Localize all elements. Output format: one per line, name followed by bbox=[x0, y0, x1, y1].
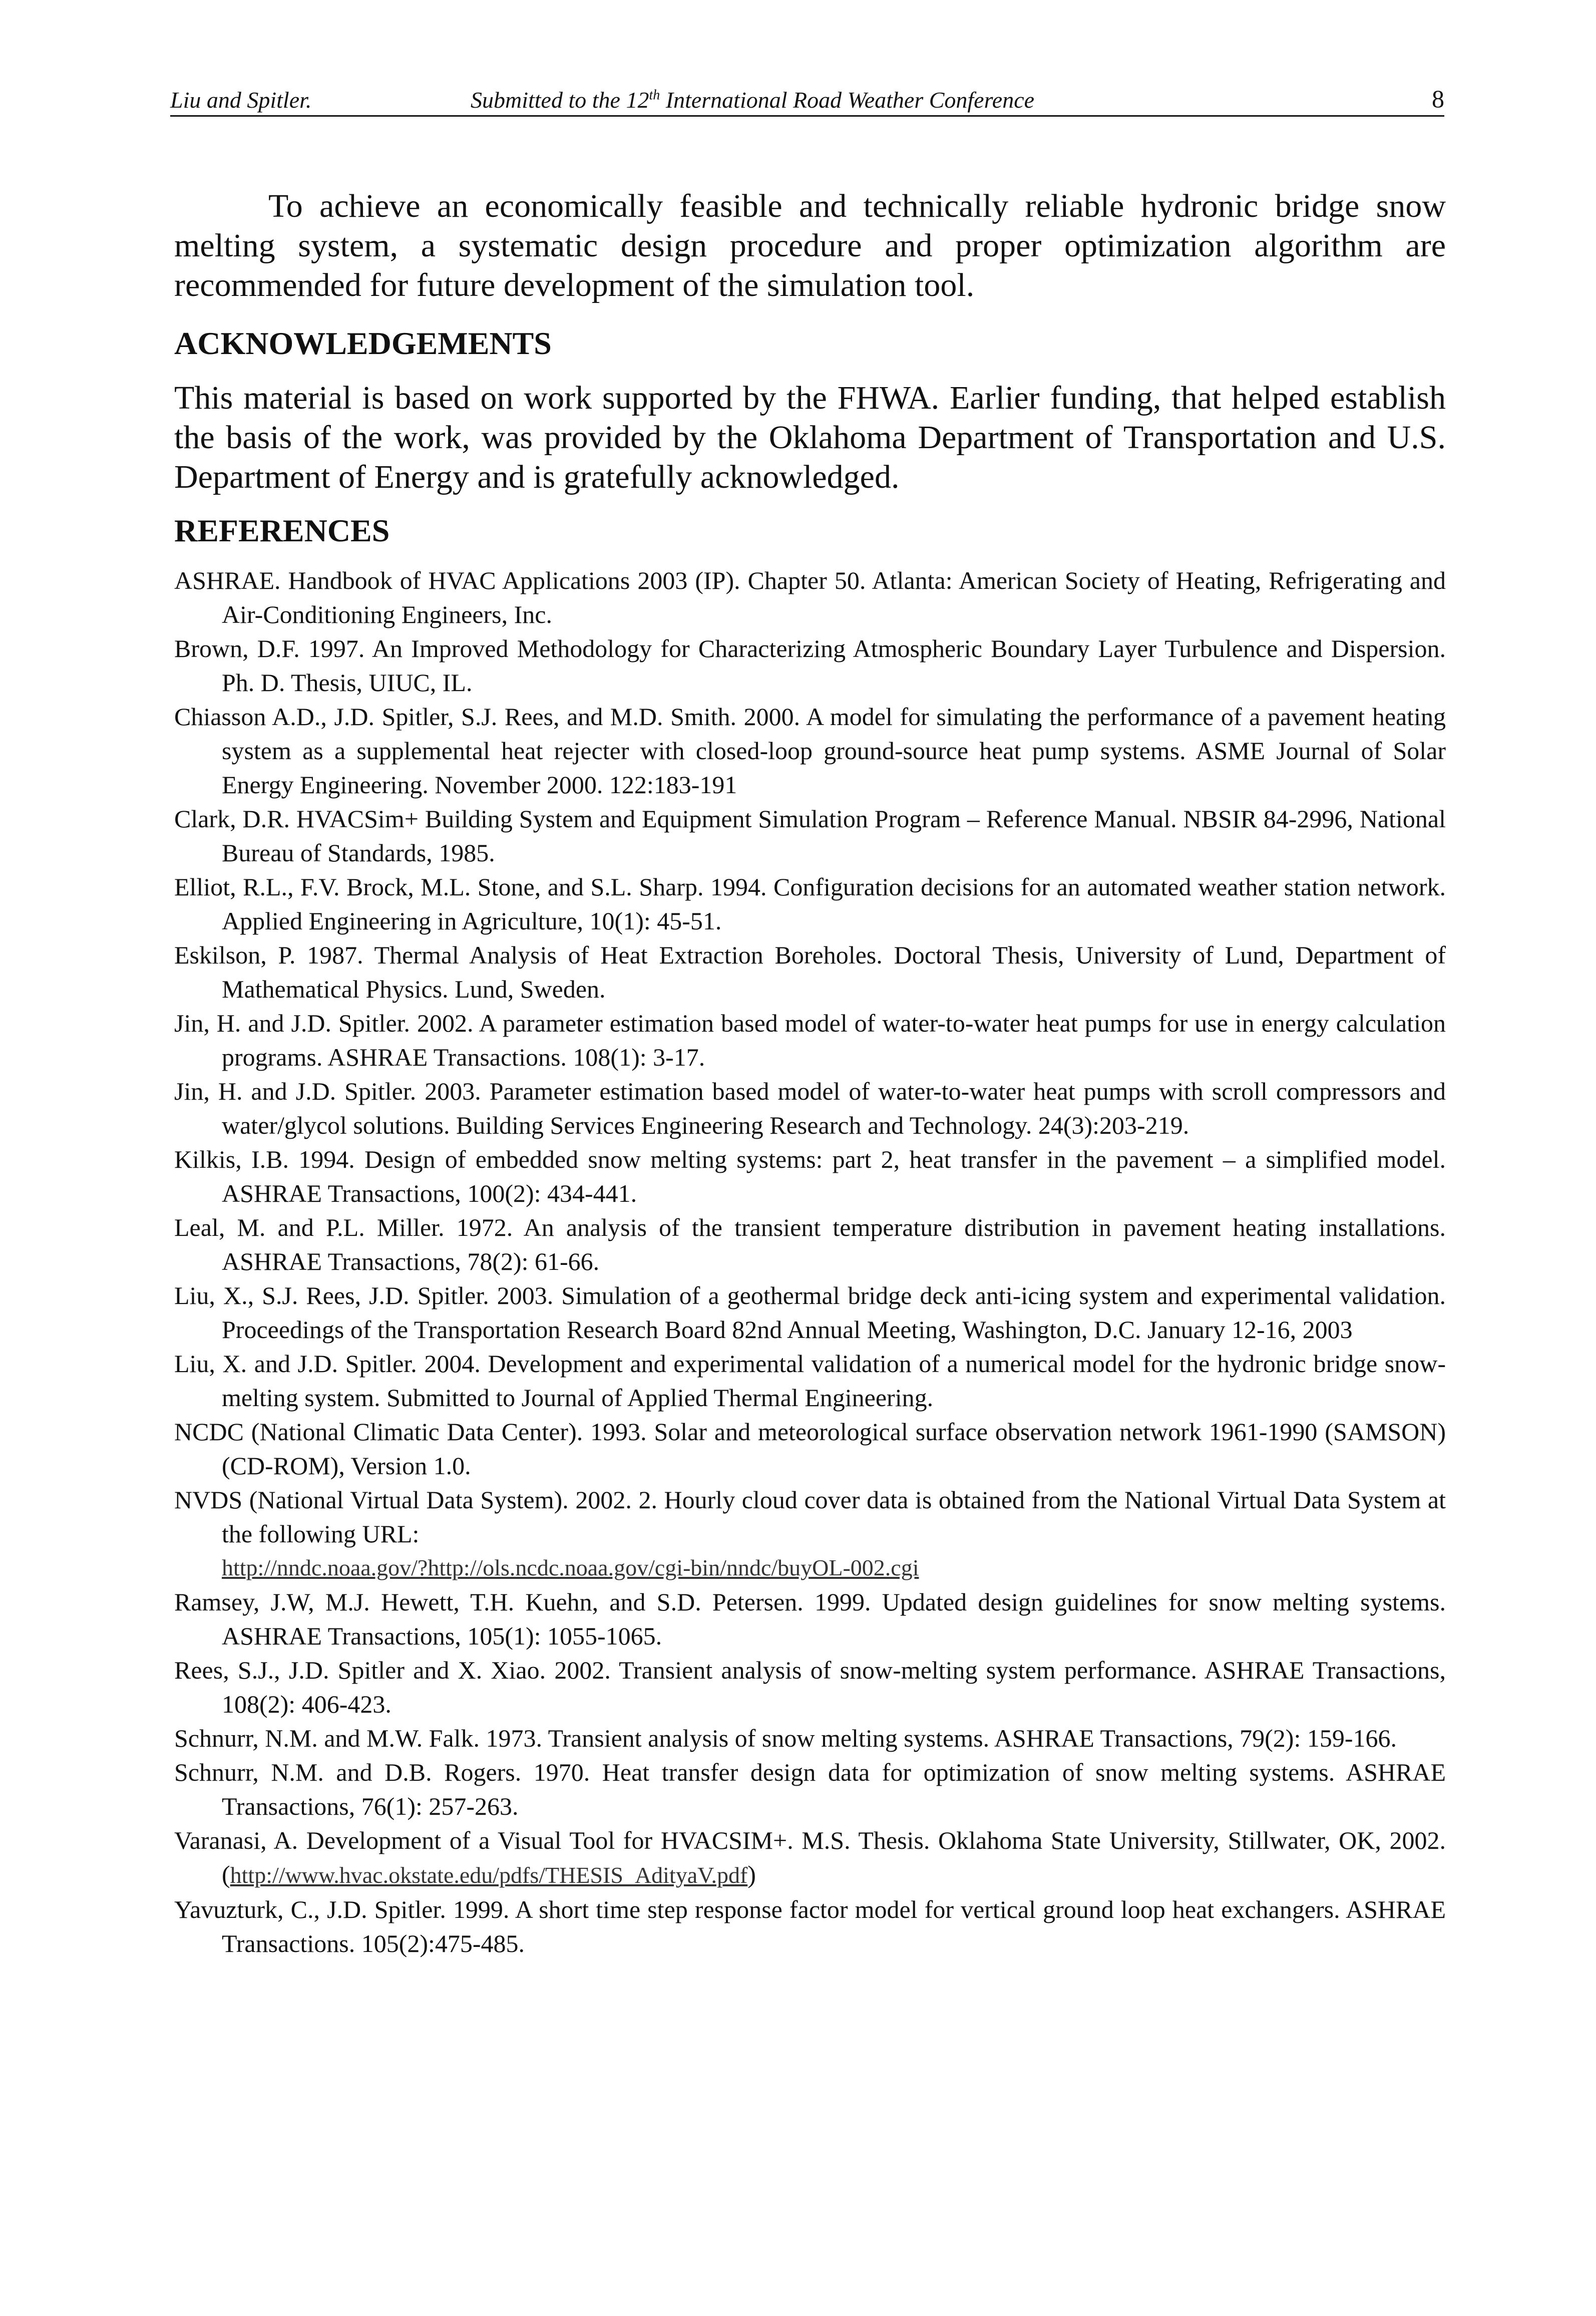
references-heading: REFERENCES bbox=[174, 513, 390, 548]
reference-item: Rees, S.J., J.D. Spitler and X. Xiao. 2002. Transient analysis of snow-melting system performance. ASHRAE Transactions, 108(2): 406-423. bbox=[174, 1656, 1446, 1718]
reference-item: Elliot, R.L., F.V. Brock, M.L. Stone, and S.L. Sharp. 1994. Configuration decisions for an automated weather station network. Applied Engineering in Agriculture, 10(1): 45-51. bbox=[174, 873, 1446, 935]
acknowledgements-text: This material is based on work supported by the FHWA. Earlier funding, that helped establish the basis of the work, was provided by the Oklahoma Department of Transportation and U.S. Department of Energy and is gratefully acknowledged. bbox=[174, 380, 1446, 495]
running-header bbox=[170, 84, 1444, 117]
reference-item: Yavuzturk, C., J.D. Spitler. 1999. A short time step response factor model for vertical ground loop heat exchangers. ASHRAE Transactions. 105(2):475-485. bbox=[174, 1895, 1446, 1957]
reference-list bbox=[174, 563, 1446, 1960]
reference-item: ASHRAE. Handbook of HVAC Applications 2003 (IP). Chapter 50. Atlanta: American Society of Heating, Refrigerating and Air-Conditioning Engineers, Inc. bbox=[174, 566, 1446, 628]
reference-item: Liu, X., S.J. Rees, J.D. Spitler. 2003. Simulation of a geothermal bridge deck anti-icing system and experimental validation. Proceedings of the Transportation Research Board 82nd Annual Meeting, Washington, D.C. January 12-16, 2003 bbox=[174, 1281, 1446, 1344]
page-number: 8 bbox=[1432, 85, 1444, 113]
reference-item: Clark, D.R. HVACSim+ Building System and Equipment Simulation Program – Reference Manual. NBSIR 84-2996, National Bureau of Standards, 1985. bbox=[174, 805, 1446, 867]
header-authors: Liu and Spitler. bbox=[170, 87, 312, 113]
reference-item: Jin, H. and J.D. Spitler. 2003. Parameter estimation based model of water-to-water heat pumps with scroll compressors and water/glycol solutions. Building Services Engineering Research and Technology. 24(3):203-219. bbox=[174, 1077, 1446, 1139]
reference-item: Schnurr, N.M. and D.B. Rogers. 1970. Heat transfer design data for optimization of snow melting systems. ASHRAE Transactions, 76(1): 257-263. bbox=[174, 1758, 1446, 1820]
reference-text: NVDS (National Virtual Data System). 2002. 2. Hourly cloud cover data is obtained from the National Virtual Data System at the following URL: bbox=[174, 1486, 1446, 1548]
reference-item: Chiasson A.D., J.D. Spitler, S.J. Rees, and M.D. Smith. 2000. A model for simulating the performance of a pavement heating system as a supplemental heat rejecter with closed-loop ground-source heat pump systems. ASME Journal of Solar Energy Engineering. November 2000. 122:183-191 bbox=[174, 703, 1446, 799]
nvds-url-link[interactable]: http://nndc.noaa.gov/?http://ols.ncdc.noaa.gov/cgi-bin/nndc/buyOL-002.cgi bbox=[222, 1555, 919, 1580]
intro-paragraph: To achieve an economically feasible and technically reliable hydronic bridge snow melting system, a systematic design procedure and proper optimization algorithm are recommended for future development of the simulation tool. bbox=[174, 188, 1446, 303]
reference-item: Brown, D.F. 1997. An Improved Methodology for Characterizing Atmospheric Boundary Layer Turbulence and Dispersion. Ph. D. Thesis, UIUC, IL. bbox=[174, 634, 1446, 697]
reference-item: Leal, M. and P.L. Miller. 1972. An analysis of the transient temperature distribution in pavement heating installations. ASHRAE Transactions, 78(2): 61-66. bbox=[174, 1213, 1446, 1275]
acknowledgements-heading: ACKNOWLEDGEMENTS bbox=[174, 325, 552, 361]
reference-item: Schnurr, N.M. and M.W. Falk. 1973. Transient analysis of snow melting systems. ASHRAE Transactions, 79(2): 159-166. bbox=[174, 1724, 1397, 1752]
reference-item: Eskilson, P. 1987. Thermal Analysis of Heat Extraction Boreholes. Doctoral Thesis, University of Lund, Department of Mathematical Physics. Lund, Sweden. bbox=[174, 941, 1446, 1003]
reference-item-nvds bbox=[174, 1483, 1446, 1585]
varanasi-url-link[interactable]: http://www.hvac.okstate.edu/pdfs/THESIS_AdityaV.pdf bbox=[230, 1862, 748, 1888]
reference-item-varanasi: Varanasi, A. Development of a Visual Tool for HVACSIM+. M.S. Thesis. Oklahoma State University, Stillwater, OK, 2002. (http://www.hvac.okstate.edu/pdfs/THESIS_AdityaV.pdf) bbox=[174, 1826, 1446, 1888]
reference-text: Varanasi, A. Development of a Visual Tool for HVACSIM+. M.S. Thesis. Oklahoma State University, Stillwater, OK, 2002. ( bbox=[174, 1826, 1446, 1888]
header-venue: Submitted to the 12th International Road Weather Conference bbox=[471, 87, 1035, 113]
reference-item: Jin, H. and J.D. Spitler. 2002. A parameter estimation based model of water-to-water heat pumps for use in energy calculation programs. ASHRAE Transactions. 108(1): 3-17. bbox=[174, 1009, 1446, 1071]
reference-item: NCDC (National Climatic Data Center). 1993. Solar and meteorological surface observation network 1961-1990 (SAMSON) (CD-ROM), Version 1.0. bbox=[174, 1418, 1446, 1480]
reference-item: Kilkis, I.B. 1994. Design of embedded snow melting systems: part 2, heat transfer in the pavement – a simplified model. ASHRAE Transactions, 100(2): 434-441. bbox=[174, 1145, 1446, 1207]
reference-item: Ramsey, J.W, M.J. Hewett, T.H. Kuehn, and S.D. Petersen. 1999. Updated design guidelines for snow melting systems. ASHRAE Transactions, 105(1): 1055-1065. bbox=[174, 1588, 1446, 1650]
reference-item: Liu, X. and J.D. Spitler. 2004. Development and experimental validation of a numerical model for the hydronic bridge snow-melting system. Submitted to Journal of Applied Thermal Engineering. bbox=[174, 1350, 1446, 1412]
